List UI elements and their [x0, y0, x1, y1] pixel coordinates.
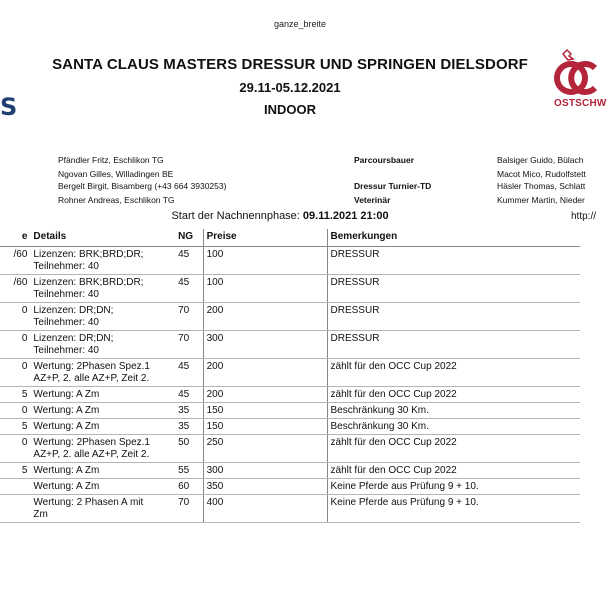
- row-ng: 45: [175, 387, 203, 403]
- logo-mark-icon: [549, 48, 609, 98]
- row-ng: 55: [175, 463, 203, 479]
- row-bemerkung: zählt für den OCC Cup 2022: [327, 359, 580, 387]
- table-row: [0, 275, 580, 303]
- row-first: 0: [0, 359, 30, 387]
- row-first: 0: [0, 331, 30, 359]
- row-first: 5: [0, 387, 30, 403]
- row-first: 0: [0, 435, 30, 463]
- row-details: Wertung: 2Phasen Spez.1 AZ+P, 2. alle AZ+P, Zeit 2.: [30, 435, 175, 463]
- table-row: [0, 331, 580, 359]
- table-row: [0, 495, 580, 523]
- header-first: e: [0, 229, 30, 247]
- row-preise: 300: [203, 463, 327, 479]
- ostschweiz-logo: [549, 48, 609, 118]
- row-bemerkung: Beschränkung 30 Km.: [327, 419, 580, 435]
- role-value-2: Macot Mico, Rudolfstett: [497, 169, 586, 179]
- row-bemerkung: zählt für den OCC Cup 2022: [327, 387, 580, 403]
- table-row: [0, 435, 580, 463]
- row-preise: 200: [203, 387, 327, 403]
- row-first: /60: [0, 247, 30, 275]
- role-value-4: Kummer Martin, Nieder: [497, 195, 585, 205]
- row-bemerkung: DRESSUR: [327, 331, 580, 359]
- row-details: Wertung: A Zm: [30, 403, 175, 419]
- row-ng: 60: [175, 479, 203, 495]
- row-first: 5: [0, 463, 30, 479]
- table-row: [0, 303, 580, 331]
- row-ng: 50: [175, 435, 203, 463]
- row-bemerkung: Keine Pferde aus Prüfung 9 + 10.: [327, 479, 580, 495]
- event-dates: 29.11-05.12.2021: [239, 80, 341, 95]
- row-ng: 45: [175, 359, 203, 387]
- row-bemerkung: Beschränkung 30 Km.: [327, 403, 580, 419]
- row-details: Wertung: A Zm: [30, 479, 175, 495]
- official-line-3: Bergelt Birgit, Bisamberg (+43 664 3930253): [58, 181, 227, 191]
- row-first: [0, 495, 30, 523]
- table-row: [0, 359, 580, 387]
- table-row: [0, 387, 580, 403]
- header-bemerkungen: Bemerkungen: [327, 229, 580, 247]
- program-table: [0, 229, 580, 523]
- table-row: [0, 479, 580, 495]
- header-preise: Preise: [203, 229, 327, 247]
- row-first: 0: [0, 403, 30, 419]
- row-ng: 70: [175, 331, 203, 359]
- row-ng: 45: [175, 247, 203, 275]
- row-ng: 70: [175, 495, 203, 523]
- role-label-veterinaer: Veterinär: [354, 195, 391, 205]
- official-line-2: Ngovan Gilles, Willadingen BE: [58, 169, 174, 179]
- row-ng: 45: [175, 275, 203, 303]
- row-first: 0: [0, 303, 30, 331]
- row-details: Lizenzen: BRK;BRD;DR; Teilnehmer: 40: [30, 247, 175, 275]
- row-bemerkung: zählt für den OCC Cup 2022: [327, 435, 580, 463]
- official-line-4: Rohner Andreas, Eschlikon TG: [58, 195, 175, 205]
- header-details: Details: [30, 229, 175, 247]
- role-value-3: Häsler Thomas, Schlatt: [497, 181, 586, 191]
- row-preise: 400: [203, 495, 327, 523]
- row-ng: 70: [175, 303, 203, 331]
- table-header-row: [0, 229, 580, 247]
- row-preise: 200: [203, 359, 327, 387]
- row-preise: 350: [203, 479, 327, 495]
- start-datetime: 09.11.2021 21:00: [302, 210, 389, 222]
- row-details: Lizenzen: DR;DN; Teilnehmer: 40: [30, 303, 175, 331]
- row-first: [0, 479, 30, 495]
- row-preise: 200: [203, 303, 327, 331]
- header-ng: NG: [175, 229, 203, 247]
- table-row: [0, 419, 580, 435]
- website-link[interactable]: http://: [571, 211, 597, 222]
- row-preise: 150: [203, 419, 327, 435]
- row-details: Lizenzen: DR;DN; Teilnehmer: 40: [30, 331, 175, 359]
- row-details: Wertung: A Zm: [30, 463, 175, 479]
- start-late-entry: [0, 210, 560, 222]
- logo-text: OSTSCHW: [554, 98, 607, 109]
- role-value-1: Balsiger Guido, Bülach: [497, 155, 584, 165]
- row-details: Lizenzen: BRK;BRD;DR; Teilnehmer: 40: [30, 275, 175, 303]
- row-ng: 35: [175, 403, 203, 419]
- row-ng: 35: [175, 419, 203, 435]
- table-row: [0, 247, 580, 275]
- row-bemerkung: DRESSUR: [327, 247, 580, 275]
- row-preise: 100: [203, 247, 327, 275]
- row-bemerkung: zählt für den OCC Cup 2022: [327, 463, 580, 479]
- row-bemerkung: Keine Pferde aus Prüfung 9 + 10.: [327, 495, 580, 523]
- row-preise: 300: [203, 331, 327, 359]
- event-venue: INDOOR: [264, 102, 316, 117]
- row-preise: 150: [203, 403, 327, 419]
- table-row: [0, 463, 580, 479]
- row-preise: 250: [203, 435, 327, 463]
- start-label: Start der Nachnennphase:: [171, 210, 300, 222]
- row-details: Wertung: 2Phasen Spez.1 AZ+P, 2. alle AZ+P, Zeit 2.: [30, 359, 175, 387]
- official-line-1: Pfändler Fritz, Eschlikon TG: [58, 155, 164, 165]
- event-title: SANTA CLAUS MASTERS DRESSUR UND SPRINGEN DIELSDORF: [52, 56, 528, 73]
- row-preise: 100: [203, 275, 327, 303]
- table-row: [0, 403, 580, 419]
- top-note: ganze_breite: [273, 19, 327, 29]
- role-label-dressur-td: Dressur Turnier-TD: [354, 181, 432, 191]
- row-first: /60: [0, 275, 30, 303]
- row-details: Wertung: A Zm: [30, 387, 175, 403]
- role-label-parcoursbauer: Parcoursbauer: [354, 155, 414, 165]
- row-details: Wertung: 2 Phasen A mit Zm: [30, 495, 175, 523]
- row-first: 5: [0, 419, 30, 435]
- left-logo-fragment: S: [0, 93, 18, 121]
- row-bemerkung: DRESSUR: [327, 275, 580, 303]
- row-bemerkung: DRESSUR: [327, 303, 580, 331]
- row-details: Wertung: A Zm: [30, 419, 175, 435]
